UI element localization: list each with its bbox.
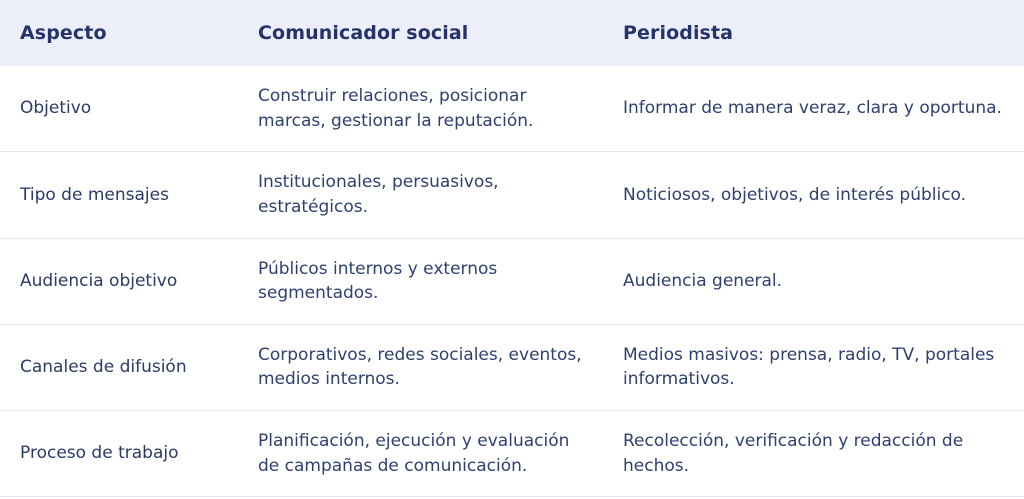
cell-text: Proceso de trabajo xyxy=(20,443,179,464)
cell-aspecto xyxy=(0,152,238,238)
cell-periodista xyxy=(603,324,1024,410)
cell-text: Audiencia general. xyxy=(623,270,783,291)
cell-text: Audiencia objetivo xyxy=(20,270,178,291)
cell-periodista xyxy=(603,238,1024,324)
cell-text: Recolección, verificación y redacción de hechos. xyxy=(623,431,964,476)
table-row xyxy=(0,66,1024,152)
cell-periodista xyxy=(603,411,1024,497)
cell-text: Canales de difusión xyxy=(20,357,187,378)
cell-comunicador xyxy=(238,411,603,497)
table-row xyxy=(0,411,1024,497)
cell-text: Construir relaciones, posicionar marcas, gestionar la reputación. xyxy=(258,86,534,131)
cell-text: Medios masivos: prensa, radio, TV, portales informativos. xyxy=(623,344,995,390)
table-row xyxy=(0,238,1024,324)
cell-text: Corporativos, redes sociales, eventos, medios internos. xyxy=(258,344,582,390)
cell-comunicador xyxy=(238,152,603,238)
cell-text: Noticiosos, objetivos, de interés público. xyxy=(623,184,967,205)
cell-text: Informar de manera veraz, clara y oportuna. xyxy=(623,98,1002,119)
table-row xyxy=(0,324,1024,410)
cell-aspecto xyxy=(0,411,238,497)
table-header-row xyxy=(0,0,1024,66)
cell-aspecto xyxy=(0,324,238,410)
column-header-comunicador-social: Comunicador social xyxy=(238,0,603,66)
cell-text: Tipo de mensajes xyxy=(20,184,169,205)
cell-text: Públicos internos y externos segmentados. xyxy=(258,258,498,304)
cell-text: Planificación, ejecución y evaluación de campañas de comunicación. xyxy=(258,431,570,476)
cell-periodista xyxy=(603,66,1024,152)
cell-periodista xyxy=(603,152,1024,238)
cell-aspecto xyxy=(0,66,238,152)
cell-aspecto xyxy=(0,238,238,324)
table-body xyxy=(0,66,1024,497)
table-header xyxy=(0,0,1024,66)
cell-comunicador xyxy=(238,324,603,410)
cell-comunicador xyxy=(238,66,603,152)
table-row xyxy=(0,152,1024,238)
cell-comunicador xyxy=(238,238,603,324)
column-header-aspecto: Aspecto xyxy=(0,0,238,66)
cell-text: Objetivo xyxy=(20,98,92,119)
cell-text: Institucionales, persuasivos, estratégicos. xyxy=(258,172,499,217)
column-header-periodista: Periodista xyxy=(603,0,1024,66)
